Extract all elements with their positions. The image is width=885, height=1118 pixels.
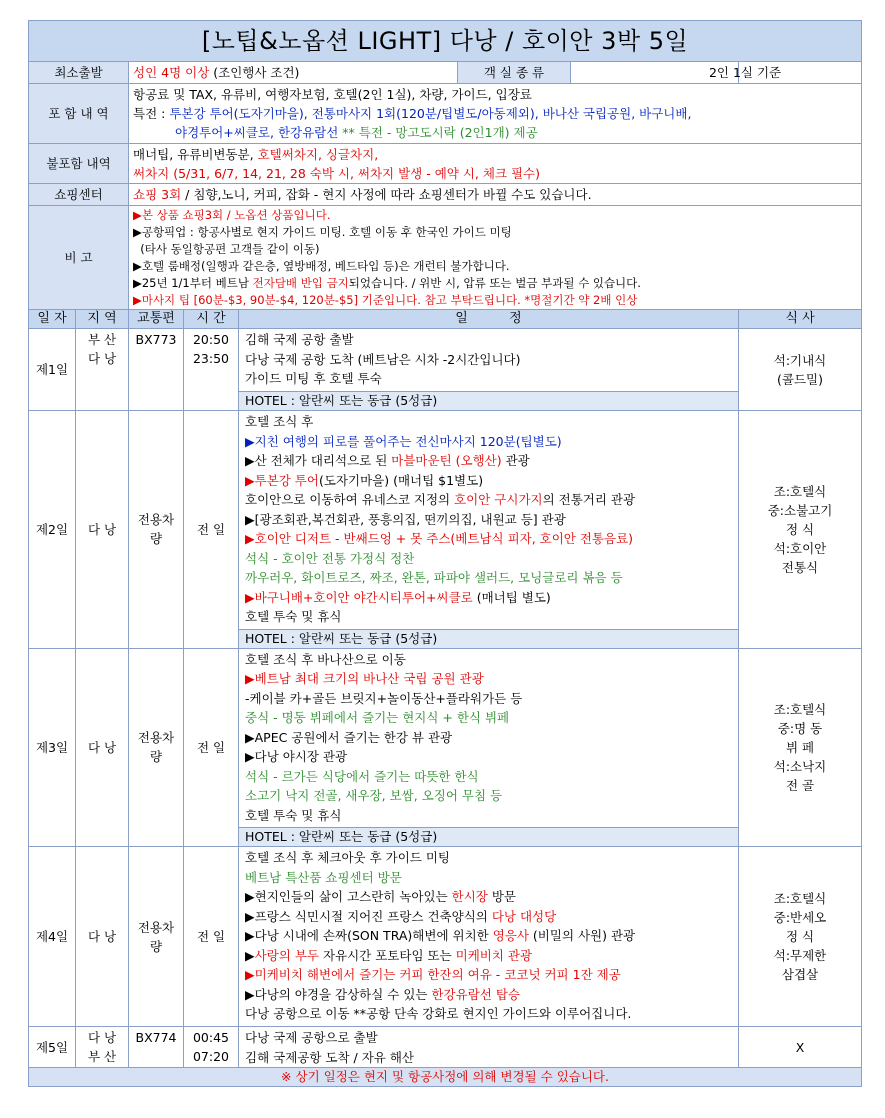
col-header-day: 일 자	[29, 310, 76, 329]
meal-line: X	[795, 1039, 805, 1055]
col-header-meal: 식 사	[739, 310, 862, 329]
day-time	[184, 1027, 239, 1068]
schedule-line: 호텔 조식 후 체크아웃 후 가이드 미팅	[245, 850, 450, 865]
schedule-line: 다낭 국제 공항으로 출발	[245, 1030, 378, 1045]
day-region	[76, 411, 129, 649]
note-5-suffix: 되었습니다. / 위반 시, 압류 또는 벌금 부과될 수 있습니다.	[348, 275, 641, 290]
time-value: 00:45	[192, 1030, 230, 1045]
schedule-line: ▶미케비치 해변에서 즐기는 커피 한잔의 여유 - 코코넛 커피 1잔 제공	[245, 967, 621, 982]
day-label: 제3일	[29, 648, 76, 847]
col-header-schedule: 일 정	[239, 310, 739, 329]
day-meal	[739, 411, 862, 649]
meal-line: 전 골	[785, 777, 815, 793]
schedule-line: 호텔 투숙 및 휴식	[245, 609, 342, 624]
day-schedule	[239, 329, 739, 411]
day-transport: 전용차량	[129, 411, 184, 649]
min-departure-condition: (조인행사 조건)	[209, 65, 300, 80]
day-region	[76, 847, 129, 1027]
hotel-info: HOTEL : 알란씨 또는 동급 (5성급)	[239, 391, 738, 410]
schedule-line: 김해 국제공항 도착 / 자유 해산	[245, 1049, 414, 1065]
day-label: 제5일	[29, 1027, 76, 1068]
itinerary-table	[28, 20, 862, 1087]
day-transport: 전용차량	[129, 847, 184, 1027]
exclude-label: 불포함 내역	[29, 144, 129, 184]
schedule-line: ▶사랑의 부두 자유시간 포토타임 또는 미케비치 관광	[245, 947, 533, 963]
time-value: 전 일	[196, 929, 226, 944]
schedule-line: ▶다낭의 야경을 감상하실 수 있는 한강유람선 탑승	[245, 986, 520, 1002]
schedule-lines	[239, 649, 738, 826]
schedule-line: 석식 - 호이안 전통 가정식 정찬	[245, 550, 415, 566]
note-5-ban: 전자담배 반입 금지	[252, 275, 349, 290]
schedule-line: ▶프랑스 식민시절 지어진 프랑스 건축양식의 다낭 대성당	[245, 908, 557, 924]
notes-label: 비 고	[29, 206, 129, 310]
schedule-line: 중식 - 명동 뷔페에서 즐기는 현지식 + 한식 뷔페	[245, 710, 510, 725]
exclude-line-1	[133, 145, 857, 164]
schedule-line: 호이안으로 이동하여 유네스코 지정의 호이안 구시가지의 전통거리 관광	[245, 492, 636, 507]
day-label: 제1일	[29, 329, 76, 411]
note-4: ▶호텔 룸배정(일행과 같은층, 옆방배정, 베드타입 등)은 개런티 불가합니다.	[133, 258, 510, 273]
include-line-2	[133, 104, 857, 123]
schedule-lines	[239, 329, 738, 389]
day-schedule	[239, 411, 739, 649]
exclude-content	[129, 144, 862, 184]
exclude-surcharge: 호텔써차지, 싱글차지,	[257, 146, 379, 162]
time-value: 전 일	[196, 521, 226, 537]
meal-line: 석:소낙지	[773, 758, 827, 774]
meal-line: 중:소불고기	[767, 502, 833, 518]
include-special-benefit: ** 특전 - 망고도시락 (2인1개) 제공	[342, 125, 538, 140]
min-departure-value	[129, 62, 739, 84]
day-transport: BX773	[129, 329, 184, 411]
day-row	[29, 329, 862, 411]
schedule-line: 다낭 공항으로 이동 **공항 단속 강화로 현지인 가이드와 이루어집니다.	[245, 1006, 632, 1021]
day-schedule	[239, 1027, 739, 1068]
col-header-region: 지 역	[76, 310, 129, 329]
meal-line: 정 식	[785, 929, 815, 944]
time-value: 07:20	[192, 1049, 230, 1064]
day-transport: 전용차량	[129, 648, 184, 847]
schedule-line: 베트남 특산품 쇼핑센터 방문	[245, 869, 402, 885]
time-value: 23:50	[192, 351, 230, 366]
schedule-line: -케이블 카+골든 브릿지+놀이동산+플라워가든 등	[245, 690, 523, 706]
meal-line: 정 식	[785, 521, 815, 537]
include-benefit-prefix: 특전 :	[133, 106, 170, 121]
day-meal	[739, 847, 862, 1027]
meal-line: 중:명 동	[777, 720, 823, 736]
meal-line: 석:기내식	[773, 352, 827, 368]
meal-line: 조:호텔식	[773, 891, 827, 906]
schedule-line: 까우러우, 화이트로즈, 짜조, 완톤, 파파야 샐러드, 모닝글로리 볶음 등	[245, 570, 623, 585]
region-name: 다 낭	[87, 351, 117, 366]
include-line-1: 항공료 및 TAX, 유류비, 여행자보험, 호텔(2인 1실), 차량, 가이드, 입장료	[133, 87, 532, 102]
day-time	[184, 648, 239, 847]
day-schedule	[239, 847, 739, 1027]
time-value: 20:50	[192, 332, 230, 347]
day-row	[29, 1027, 862, 1068]
meal-line: 조:호텔식	[773, 483, 827, 499]
day-region	[76, 329, 129, 411]
schedule-line: ▶APEC 공원에서 즐기는 한강 뷰 관광	[245, 729, 453, 745]
min-departure-count: 성인 4명 이상	[133, 65, 210, 80]
schedule-line: 김해 국제 공항 출발	[245, 332, 354, 347]
region-name: 부 산	[87, 1049, 117, 1064]
day-label: 제4일	[29, 847, 76, 1027]
schedule-line: ▶지친 여행의 피로를 풀어주는 전신마사지 120분(팁별도)	[245, 433, 562, 449]
min-departure-label: 최소출발	[29, 62, 129, 84]
day-time	[184, 411, 239, 649]
day-time	[184, 329, 239, 411]
day-row	[29, 847, 862, 1027]
col-header-transport: 교통편	[129, 310, 184, 329]
schedule-line: 호텔 조식 후 바나산으로 이동	[245, 651, 406, 667]
shopping-label: 쇼핑센터	[29, 184, 129, 206]
schedule-line: ▶베트남 최대 크기의 바나산 국립 공원 관광	[245, 671, 484, 686]
meal-line: 뷔 페	[785, 739, 815, 755]
exclude-line-2: 써차지 (5/31, 6/7, 14, 21, 28 숙박 시, 써차지 발생 - 예약 시, 체크 필수)	[133, 165, 540, 181]
col-header-time: 시 간	[184, 310, 239, 329]
include-label: 포 함 내 역	[29, 84, 129, 144]
shopping-content	[129, 184, 862, 206]
room-type-label: 객 실 종 류	[457, 62, 571, 83]
schedule-line: 다낭 국제 공항 도착 (베트남은 시차 -2시간입니다)	[245, 351, 521, 367]
schedule-line: ▶바구니배+호이안 야간시티투어+씨클로 (매너팁 별도)	[245, 589, 551, 605]
region-name: 다 낭	[87, 1030, 117, 1045]
schedule-line: 호텔 투숙 및 휴식	[245, 807, 342, 823]
day-schedule	[239, 648, 739, 847]
meal-line: (콜드밀)	[777, 371, 823, 387]
hotel-info: HOTEL : 알란씨 또는 동급 (5성급)	[239, 629, 738, 648]
meal-line: 중:반세오	[773, 910, 827, 925]
shopping-count: 쇼핑 3회	[133, 187, 182, 202]
note-5-prefix: ▶25년 1/1부터 베트남	[133, 275, 253, 290]
schedule-line: ▶다낭 야시장 관광	[245, 749, 348, 764]
schedule-line: 호텔 조식 후	[245, 414, 314, 429]
schedule-line: ▶산 전체가 대리석으로 된 마블마운틴 (오행산) 관광	[245, 453, 530, 468]
day-meal	[739, 329, 862, 411]
meal-line: 조:호텔식	[773, 701, 827, 717]
day-region	[76, 648, 129, 847]
schedule-line: 석식 - 르가든 식당에서 즐기는 따뜻한 한식	[245, 768, 479, 784]
footer-notice: ※ 상기 일정은 현지 및 항공사정에 의해 변경될 수 있습니다.	[29, 1068, 862, 1087]
note-5	[133, 275, 857, 292]
include-benefit-list: 투본강 투어(도자기마을), 전통마사지 1회(120분/팁별도/아동제외), 바나산 국립공원, 바구니배,	[169, 106, 692, 121]
day-time	[184, 847, 239, 1027]
note-1: ▶본 상품 쇼핑3회 / 노옵션 상품입니다.	[133, 207, 331, 222]
note-6: ▶마사지 팁 [60분-$3, 90분-$4, 120분-$5] 기준입니다. 참고 부탁드립니다. *명절기간 약 2배 인상	[133, 292, 638, 307]
hotel-info: HOTEL : 알란씨 또는 동급 (5성급)	[239, 827, 738, 846]
note-3: (타사 동일항공편 고객들 같이 이동)	[133, 241, 320, 256]
include-line-3	[133, 123, 857, 142]
day-label: 제2일	[29, 411, 76, 649]
shopping-details: / 침향,노니, 커피, 잡화 - 현지 사정에 따라 쇼핑센터가 바뀔 수도 있습니다.	[181, 187, 592, 202]
page-title: [노팁&노옵션 LIGHT] 다낭 / 호이안 3박 5일	[29, 21, 862, 62]
include-content	[129, 84, 862, 144]
schedule-line: ▶투본강 투어(도자기마을) (매너팁 $1별도)	[245, 472, 484, 488]
exclude-items: 매너팁, 유류비변동분,	[133, 146, 258, 162]
notes-content	[129, 206, 862, 310]
meal-line: 석:무제한	[773, 948, 827, 963]
itinerary-document	[28, 20, 861, 1087]
schedule-lines	[239, 847, 738, 1024]
meal-line: 전통식	[781, 559, 819, 575]
day-row	[29, 411, 862, 649]
day-row	[29, 648, 862, 847]
itinerary-days	[29, 329, 862, 1068]
day-meal	[739, 648, 862, 847]
region-name: 다 낭	[87, 521, 117, 537]
schedule-line: 소고기 낙지 전골, 새우장, 보쌈, 오징어 무침 등	[245, 788, 503, 803]
schedule-line: ▶다낭 시내에 손짜(SON TRA)해변에 위치한 영응사 (비밀의 사원) 관광	[245, 928, 636, 943]
day-region	[76, 1027, 129, 1068]
schedule-lines	[239, 1027, 738, 1067]
meal-line: 석:호이안	[773, 540, 827, 556]
region-name: 부 산	[87, 332, 117, 347]
day-meal	[739, 1027, 862, 1068]
schedule-line: ▶현지인들의 삶이 고스란히 녹아있는 한시장 방문	[245, 889, 516, 904]
schedule-line: ▶[광조회관,복건회관, 풍흥의집, 떤끼의집, 내원교 등] 관광	[245, 511, 566, 527]
note-2: ▶공항픽업 : 항공사별로 현지 가이드 미팅. 호텔 이동 후 한국인 가이드 미팅	[133, 224, 512, 239]
room-type-value: 2인 1실 기준	[684, 62, 807, 84]
meal-line: 삼겹살	[781, 967, 819, 982]
schedule-lines	[239, 411, 738, 627]
schedule-line: 가이드 미팅 후 호텔 투숙	[245, 371, 382, 386]
time-value: 전 일	[196, 739, 226, 755]
region-name: 다 낭	[87, 929, 117, 944]
region-name: 다 낭	[87, 739, 117, 755]
include-benefit-list-cont: 야경투어+씨클로, 한강유람선	[175, 125, 343, 140]
day-transport: BX774	[129, 1027, 184, 1068]
schedule-line: ▶호이안 디저트 - 반쌔드엉 + 못 주스(베트남식 피자, 호이안 전통음료)	[245, 531, 634, 546]
